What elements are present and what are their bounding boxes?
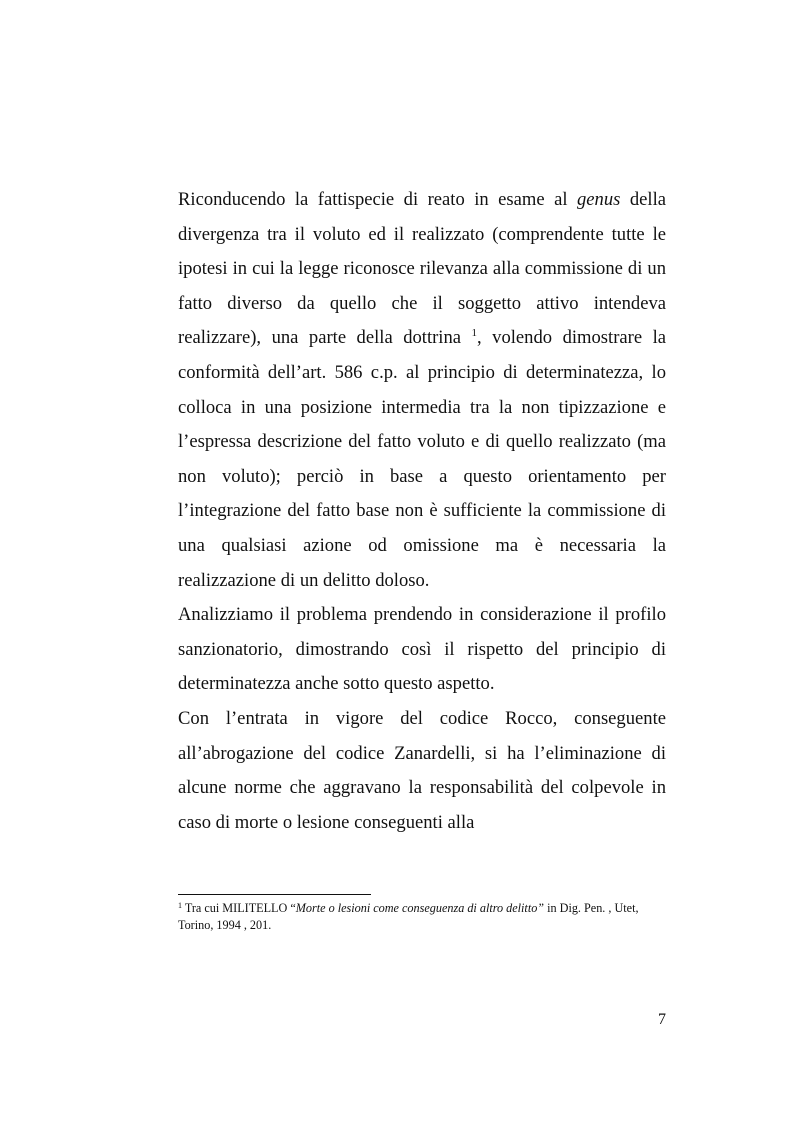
paragraph-1-tail: , volendo dimostrare la conformità dell’art. 586 c.p. al principio di determinatezza, lo colloca in una posizione intermedia tra la non tipizzazione e l’espressa descrizione del fatto voluto e di quello realizzato (ma non voluto); perciò in base a questo orientamento per l’integrazione del fatto base non è sufficiente la commissione di una qualsiasi azione od omissione ma è necessaria la realizzazione di un delitto doloso.	[178, 327, 666, 591]
footnote	[178, 900, 668, 934]
paragraph-3: Con l’entrata in vigore del codice Rocco, conseguente all’abrogazione del codice Zanardelli, si ha l’eliminazione di alcune norme che aggravano la responsabilità del colpevole in caso di morte o lesione conseguenti alla	[178, 707, 666, 833]
footnote-divider	[178, 894, 371, 895]
paragraph-2: Analizziamo il problema prendendo in considerazione il profilo sanzionatorio, dimostrando così il rispetto del principio di determinatezza anche sotto questo aspetto.	[178, 604, 666, 695]
paragraph-1-body: della divergenza tra il voluto ed il realizzato (comprendente tutte le ipotesi in cui la legge riconosce rilevanza alla commissione di un fatto diverso da quello che il soggetto attivo intendeva realizzare), una parte della dottrina	[178, 189, 666, 349]
paragraph-1	[178, 183, 666, 598]
paragraph-1-lead: Riconducendo la fattispecie di reato in esame al	[178, 189, 577, 210]
genus-term: genus	[576, 189, 621, 210]
footnote-title: Morte o lesioni come conseguenza di altro delitto”	[295, 901, 545, 915]
footnote-source: in Dig. Pen. , Utet, Torino, 1994 , 201.	[178, 901, 639, 932]
body-text	[178, 183, 666, 840]
footnote-mark: 1	[178, 901, 182, 910]
page-number: 7	[658, 1011, 666, 1028]
footnote-reference: 1	[471, 327, 478, 340]
footnote-lead: Tra cui MILITELLO “	[182, 901, 296, 915]
